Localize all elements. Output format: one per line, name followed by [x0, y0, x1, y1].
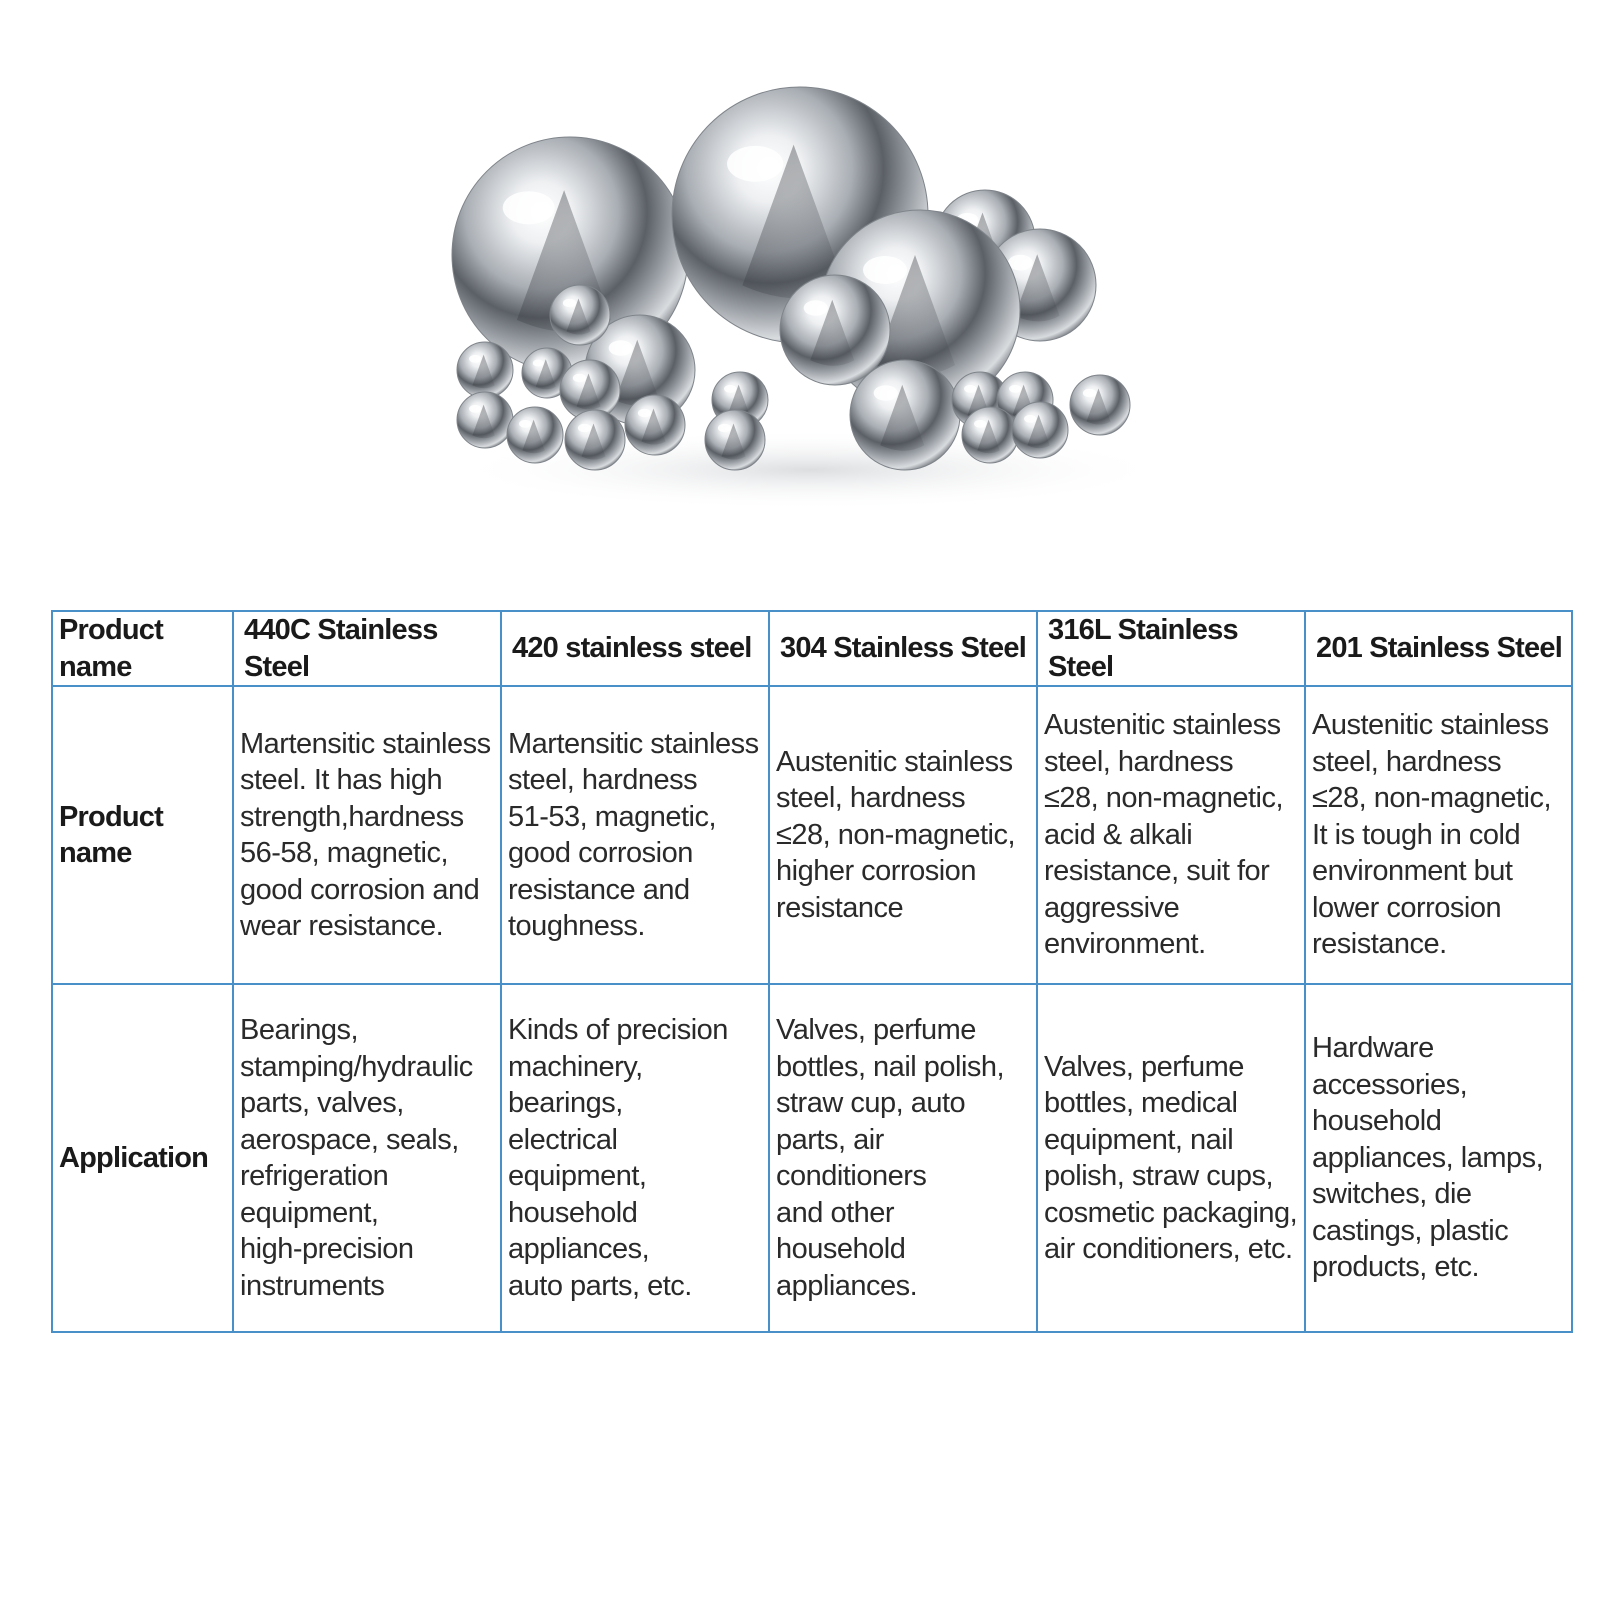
steel-ball [705, 410, 765, 470]
table-row-header [52, 611, 1572, 686]
steel-ball [625, 395, 685, 455]
column-header-304: 304 Stainless Steel [769, 611, 1037, 686]
description-cell-440c: Martensitic stainless steel. It has high strength,hardness 56-58, magnetic, good corrosion and wear resistance. [233, 686, 501, 984]
steel-ball [457, 392, 513, 448]
steel-ball-group [452, 87, 1130, 470]
application-cell-201: Hardware accessories, household appliances, lamps, switches, die castings, plastic products, etc. [1305, 984, 1572, 1332]
steel-ball [780, 275, 890, 385]
description-cell-201: Austenitic stainless steel, hardness ≤28, non-magnetic, It is tough in cold environment but lower corrosion resistance. [1305, 686, 1572, 984]
row-label-application: Application [52, 984, 233, 1332]
steel-ball [507, 407, 563, 463]
steel-ball [962, 407, 1018, 463]
steel-ball [1012, 402, 1068, 458]
steel-ball [850, 360, 960, 470]
steel-ball [565, 410, 625, 470]
column-header-201: 201 Stainless Steel [1305, 611, 1572, 686]
steel-ball [1070, 375, 1130, 435]
table-row-description [52, 686, 1572, 984]
application-cell-304: Valves, perfume bottles, nail polish, straw cup, auto parts, air conditioners and other household appliances. [769, 984, 1037, 1332]
steel-balls-photo [440, 70, 1180, 510]
application-cell-316l: Valves, perfume bottles, medical equipment, nail polish, straw cups, cosmetic packaging, air conditioners, etc. [1037, 984, 1305, 1332]
description-cell-304: Austenitic stainless steel, hardness ≤28, non-magnetic, higher corrosion resistance [769, 686, 1037, 984]
table-row-application [52, 984, 1572, 1332]
steel-ball [457, 342, 513, 398]
application-cell-420: Kinds of precision machinery, bearings, electrical equipment, household appliances, auto parts, etc. [501, 984, 769, 1332]
steel-ball [550, 285, 610, 345]
spec-table [51, 610, 1573, 1333]
description-cell-420: Martensitic stainless steel, hardness 51-53, magnetic, good corrosion resistance and toughness. [501, 686, 769, 984]
column-header-316l: 316L Stainless Steel [1037, 611, 1305, 686]
column-header-420: 420 stainless steel [501, 611, 769, 686]
row-label-product-name: Product name [52, 611, 233, 686]
row-label-product-name-2: Product name [52, 686, 233, 984]
description-cell-316l: Austenitic stainless steel, hardness ≤28, non-magnetic, acid & alkali resistance, suit for aggressive environment. [1037, 686, 1305, 984]
application-cell-440c: Bearings, stamping/hydraulic parts, valves, aerospace, seals, refrigeration equipment, high-precision instruments [233, 984, 501, 1332]
column-header-440c: 440C Stainless Steel [233, 611, 501, 686]
